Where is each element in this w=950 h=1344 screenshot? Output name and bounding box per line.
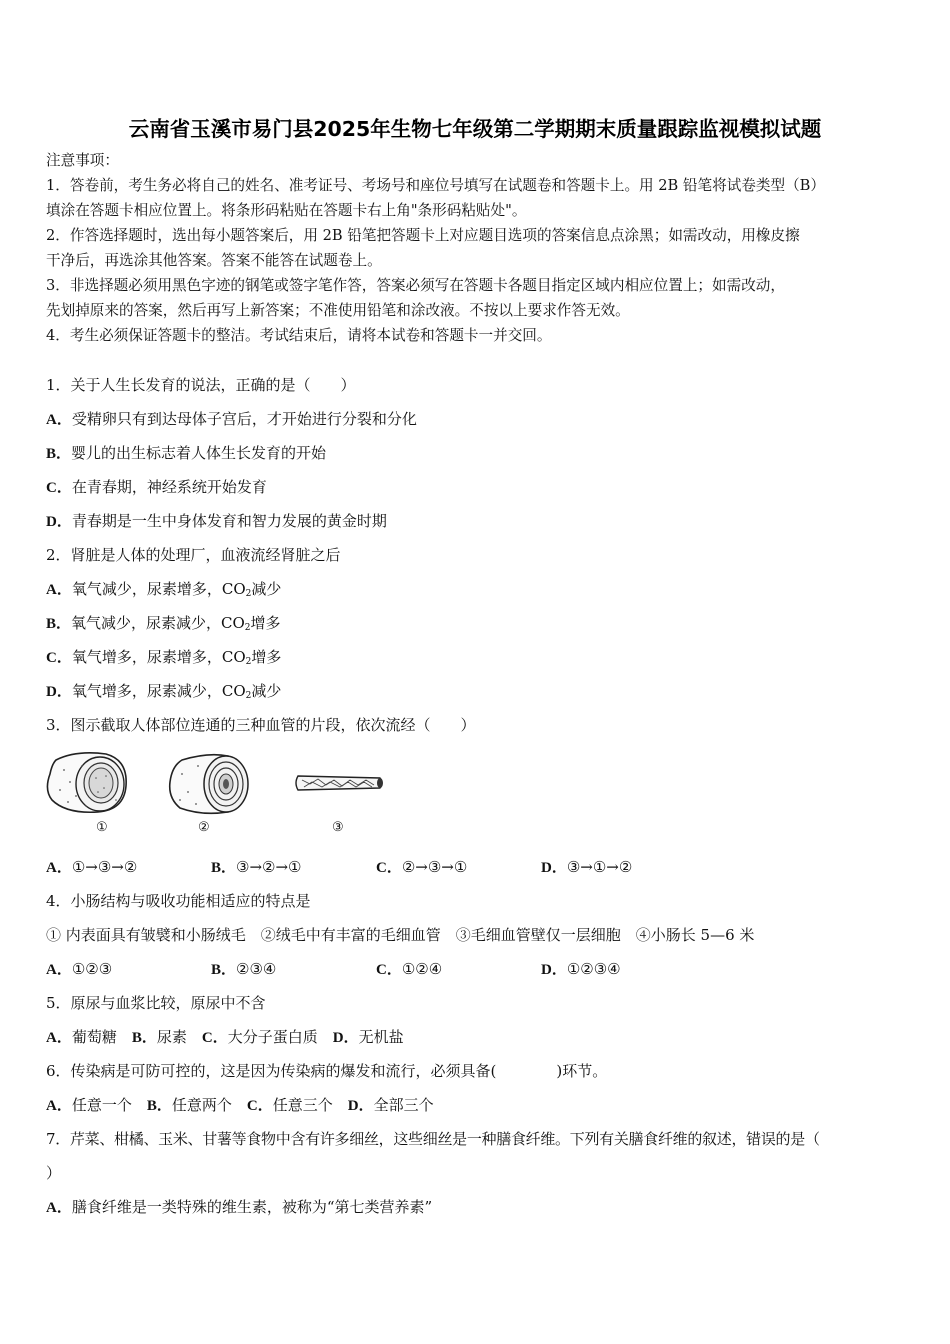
option-text: 任意三个 <box>272 1096 333 1114</box>
option-text: 任意两个 <box>171 1096 232 1114</box>
option-text: 婴儿的出生标志着人体生长发育的开始 <box>71 444 327 462</box>
option-d <box>46 681 281 706</box>
option-label: A． <box>46 962 72 978</box>
option-label: B． <box>131 1030 157 1046</box>
option-label: B． <box>211 962 237 978</box>
option-a <box>46 959 112 980</box>
option-text: 葡萄糖 <box>71 1028 117 1046</box>
option-text: 氧气增多，尿素增多，CO <box>71 648 246 666</box>
option-text: ②→③→① <box>401 858 468 876</box>
option-a <box>46 857 137 878</box>
option-b <box>211 857 302 878</box>
option-a <box>46 1197 432 1218</box>
question-statement: ① 内表面具有皱襞和小肠绒毛 ②绒毛中有丰富的毛细血管 ③毛细血管壁仅一层细胞 ④小肠长 5—6 米 <box>46 926 755 944</box>
option-a <box>46 1096 132 1114</box>
option-d <box>541 857 632 878</box>
question-stem: 6．传染病是可防可控的，这是因为传染病的爆发和流行，必须具备( )环节。 <box>46 1062 608 1080</box>
option-text: 全部三个 <box>373 1096 434 1114</box>
option-text-tail: 增多 <box>251 648 282 666</box>
figure-label-1: ① <box>96 820 108 835</box>
option-text: 氧气减少，尿素减少，CO <box>71 614 245 632</box>
option-c <box>46 647 281 672</box>
option-label: A． <box>46 1098 72 1114</box>
option-d <box>348 1096 434 1114</box>
option-text: 受精卵只有到达母体子宫后，才开始进行分裂和分化 <box>71 410 417 428</box>
option-text: 在青春期，神经系统开始发育 <box>71 478 267 496</box>
option-text: ①②③④ <box>566 960 621 978</box>
vessel-vein-illustration <box>168 752 252 816</box>
subscript: 2 <box>244 623 251 633</box>
option-text: 氧气增多，尿素减少，CO <box>71 682 246 700</box>
option-c <box>376 857 467 878</box>
option-label: A． <box>46 860 72 876</box>
option-text-tail: 增多 <box>250 614 281 632</box>
option-label: A． <box>46 412 72 428</box>
option-label: A． <box>46 582 72 598</box>
option-label: D． <box>347 1098 374 1114</box>
notes-line: 先划掉原来的答案，然后再写上新答案；不准使用铅笔和涂改液。不按以上要求作答无效。 <box>46 302 630 319</box>
option-b <box>46 613 281 638</box>
option-d <box>333 1028 404 1046</box>
option-label: C． <box>46 480 72 496</box>
option-label: A． <box>46 1200 72 1216</box>
option-label: D． <box>332 1030 359 1046</box>
option-c <box>46 477 267 498</box>
option-label: C． <box>46 650 72 666</box>
vessel-artery-illustration <box>46 750 130 814</box>
notes-line: 1．答卷前，考生务必将自己的姓名、准考证号、考场号和座位号填写在试题卷和答题卡上。用 2B 铅笔将试卷类型（B） <box>46 177 825 194</box>
option-a <box>46 1028 117 1046</box>
question-stem: 1．关于人生长发育的说法，正确的是（ ） <box>46 376 356 394</box>
page-title: 云南省玉溪市易门县2025年生物七年级第二学期期末质量跟踪监视模拟试题 <box>128 117 822 141</box>
option-label: A． <box>46 1030 72 1046</box>
option-label: C． <box>376 860 402 876</box>
question-stem: 2．肾脏是人体的处理厂，血液流经肾脏之后 <box>46 546 341 564</box>
option-text-tail: 减少 <box>251 682 282 700</box>
notes-line: 4．考生必须保证答题卡的整洁。考试结束后，请将本试卷和答题卡一并交回。 <box>46 327 552 344</box>
option-label: D． <box>46 514 72 530</box>
question-stem: 7．芹菜、柑橘、玉米、甘薯等食物中含有许多细丝，这些细丝是一种膳食纤维。下列有关膳食纤维的叙述，错误的是（ <box>46 1130 820 1148</box>
option-b <box>132 1028 187 1046</box>
subscript: 2 <box>245 589 252 599</box>
options-row <box>46 1027 404 1048</box>
option-label: C． <box>201 1030 228 1046</box>
option-d <box>541 959 621 980</box>
option-a <box>46 409 417 430</box>
options-row <box>46 1095 434 1116</box>
options-row <box>46 959 906 979</box>
option-label: D． <box>541 962 567 978</box>
option-c <box>202 1028 318 1046</box>
option-text: ①②③ <box>71 960 113 978</box>
option-text-tail: 减少 <box>251 580 282 598</box>
option-a <box>46 579 281 604</box>
option-label: D． <box>541 860 567 876</box>
option-d <box>46 511 387 532</box>
notes-heading: 注意事项： <box>46 152 119 169</box>
figure-label-3: ③ <box>332 820 344 835</box>
subscript: 2 <box>245 691 252 701</box>
option-text: ③→②→① <box>236 858 302 876</box>
option-text: 大分子蛋白质 <box>227 1028 318 1046</box>
option-text: 青春期是一生中身体发育和智力发展的黄金时期 <box>71 512 387 530</box>
option-label: C． <box>376 962 402 978</box>
option-label: B． <box>46 616 72 632</box>
option-b <box>46 443 326 464</box>
option-text: ①②④ <box>401 960 443 978</box>
figure-label-2: ② <box>198 820 210 835</box>
option-text: 无机盐 <box>358 1028 404 1046</box>
option-b <box>211 959 276 980</box>
option-text: ①→③→② <box>71 858 138 876</box>
question-stem: 5．原尿与血浆比较，原尿中不含 <box>46 994 266 1012</box>
options-row <box>46 857 906 877</box>
blood-vessels-figure <box>46 748 396 840</box>
option-label: B． <box>46 446 72 462</box>
option-text: 尿素 <box>156 1028 187 1046</box>
option-text: ②③④ <box>236 960 277 978</box>
option-label: B． <box>211 860 237 876</box>
option-text: 任意一个 <box>71 1096 132 1114</box>
option-label: B． <box>146 1098 172 1114</box>
vessel-capillary-illustration <box>294 772 386 794</box>
notes-line: 干净后，再选涂其他答案。答案不能答在试题卷上。 <box>46 252 382 269</box>
notes-line: 3．非选择题必须用黑色字迹的钢笔或签字笔作答，答案必须写在答题卡各题目指定区域内相应位置上；如需改动， <box>46 277 785 294</box>
option-text: 氧气减少，尿素增多，CO <box>71 580 246 598</box>
option-text: ③→①→② <box>566 858 633 876</box>
option-label: C． <box>246 1098 273 1114</box>
notes-line: 填涂在答题卡相应位置上。将条形码粘贴在答题卡右上角"条形码粘贴处"。 <box>46 202 527 219</box>
option-c <box>376 959 442 980</box>
question-stem: 3．图示截取人体部位连通的三种血管的片段，依次流经（ ） <box>46 716 476 734</box>
option-c <box>247 1096 333 1114</box>
question-stem: 4．小肠结构与吸收功能相适应的特点是 <box>46 892 311 910</box>
question-stem-continued: ） <box>46 1164 62 1182</box>
subscript: 2 <box>245 657 252 667</box>
option-text: 膳食纤维是一类特殊的维生素，被称为“第七类营养素” <box>71 1198 433 1216</box>
notes-line: 2．作答选择题时，选出每小题答案后，用 2B 铅笔把答题卡上对应题目选项的答案信息点涂黑；如需改动，用橡皮擦 <box>46 227 800 244</box>
option-label: D． <box>46 684 72 700</box>
option-b <box>147 1096 232 1114</box>
